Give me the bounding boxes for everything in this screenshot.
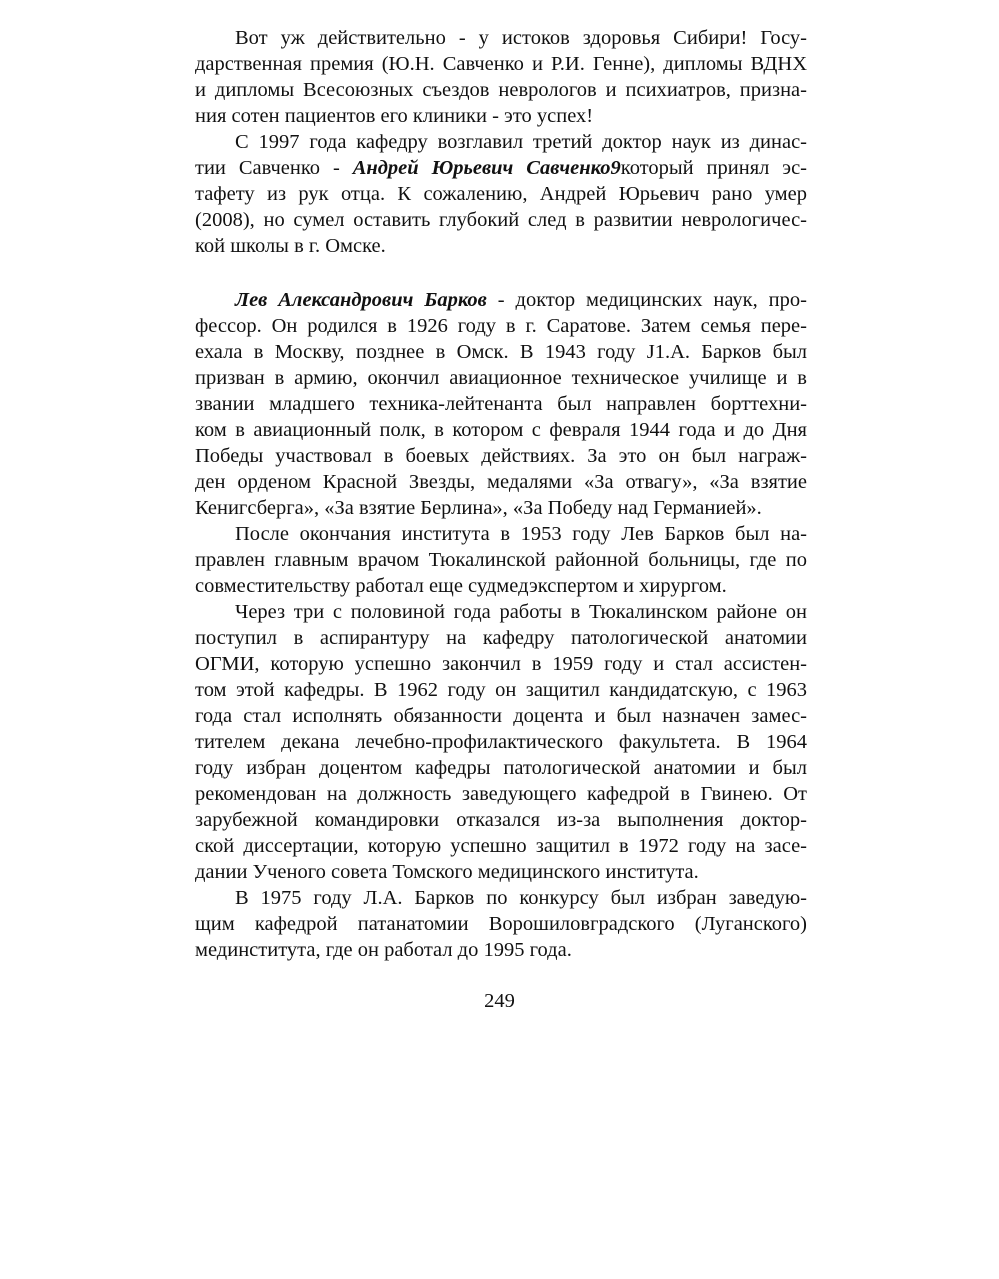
text-line: дании Ученого совета Томского медицинского института.: [195, 861, 699, 883]
text-line: мединститута, где он работал до 1995 года.: [195, 939, 572, 961]
text-line: зарубежной командировки отказался из-за выполнения доктор-: [195, 809, 807, 831]
text-line: года стал исполнять обязанности доцента и был назначен замес-: [195, 705, 807, 727]
text-line: (2008), но сумел оставить глубокий след в развитии неврологичес-: [195, 209, 807, 231]
text-line: ской диссертации, которую успешно защитил в 1972 году на засе-: [195, 835, 807, 857]
text-line: совместительству работал еще судмедэкспертом и хирургом.: [195, 575, 727, 597]
text-line: кой школы в г. Омске.: [195, 235, 386, 257]
document-page: [195, 25, 807, 963]
text-fragment: который принял эс-: [620, 157, 807, 179]
paragraph-aspirantura: [195, 599, 807, 885]
text-line: ехала в Москву, позднее в Омск. В 1943 году J1.А. Барков был: [195, 341, 807, 363]
text-line: С 1997 года кафедру возглавил третий доктор наук из динас-: [235, 131, 807, 153]
text-line: ния сотен пациентов его клиники - это успех!: [195, 105, 594, 127]
text-fragment: - доктор медицинских наук, про-: [486, 289, 807, 311]
text-line: ОГМИ, которую успешно закончил в 1959 году и стал ассистен-: [195, 653, 807, 675]
text-line: ком в авиационный полк, в котором с февраля 1944 года и до Дня: [195, 419, 807, 441]
text-line: правлен главным врачом Тюкалинской районной больницы, где по: [195, 549, 807, 571]
text-line: [195, 155, 807, 181]
paragraph-1975: [195, 885, 807, 963]
text-line: тителем декана лечебно-профилактического факультета. В 1964: [195, 731, 807, 753]
text-line: звании младшего техника-лейтенанта был направлен борттехни-: [195, 393, 807, 415]
text-line: После окончания института в 1953 году Лев Барков был на-: [235, 523, 807, 545]
text-line: и дипломы Всесоюзных съездов неврологов и психиатров, призна-: [195, 79, 807, 101]
text-line: тафету из рук отца. К сожалению, Андрей Юрьевич рано умер: [195, 183, 807, 205]
text-line: рекомендован на должность заведующего кафедрой в Гвинею. От: [195, 783, 807, 805]
text-line: призван в армию, окончил авиационное техническое училище и в: [195, 367, 807, 389]
text-fragment: тии Савченко -: [195, 157, 353, 179]
text-line: поступил в аспирантуру на кафедру патологической анатомии: [195, 627, 807, 649]
section-gap: [195, 259, 807, 287]
text-line: Кенигсберга», «За взятие Берлина», «За Победу над Германией».: [195, 497, 762, 519]
text-line: году избран доцентом кафедры патологической анатомии и был: [195, 757, 807, 779]
paragraph-department-1997: [195, 129, 807, 259]
person-name-barkov: Лев Александрович Барков: [235, 289, 487, 311]
paragraph-siberia-health: [195, 25, 807, 129]
text-line: том этой кафедры. В 1962 году он защитил кандидатскую, с 1963: [195, 679, 807, 701]
text-line: [195, 287, 807, 313]
text-line: В 1975 году Л.А. Барков по конкурсу был избран заведую-: [235, 887, 807, 909]
text-line: Победы участвовал в боевых действиях. За это он был награж-: [195, 445, 807, 467]
text-line: фессор. Он родился в 1926 году в г. Саратове. Затем семья пере-: [195, 315, 807, 337]
person-name-savchenko: Андрей Юрьевич Савченко9: [352, 157, 621, 179]
page-number: 249: [484, 990, 515, 1012]
text-line: щим кафедрой патанатомии Ворошиловградского (Луганского): [195, 913, 807, 935]
text-line: Через три с половиной года работы в Тюкалинском районе он: [235, 601, 807, 623]
text-line: дарственная премия (Ю.Н. Савченко и Р.И. Генне), дипломы ВДНХ: [195, 53, 807, 75]
text-line: ден орденом Красной Звезды, медалями «За отвагу», «За взятие: [195, 471, 807, 493]
paragraph-barkov-bio: [195, 287, 807, 521]
text-line: Вот уж действительно - у истоков здоровья Сибири! Госу-: [235, 27, 807, 49]
paragraph-after-institute: [195, 521, 807, 599]
